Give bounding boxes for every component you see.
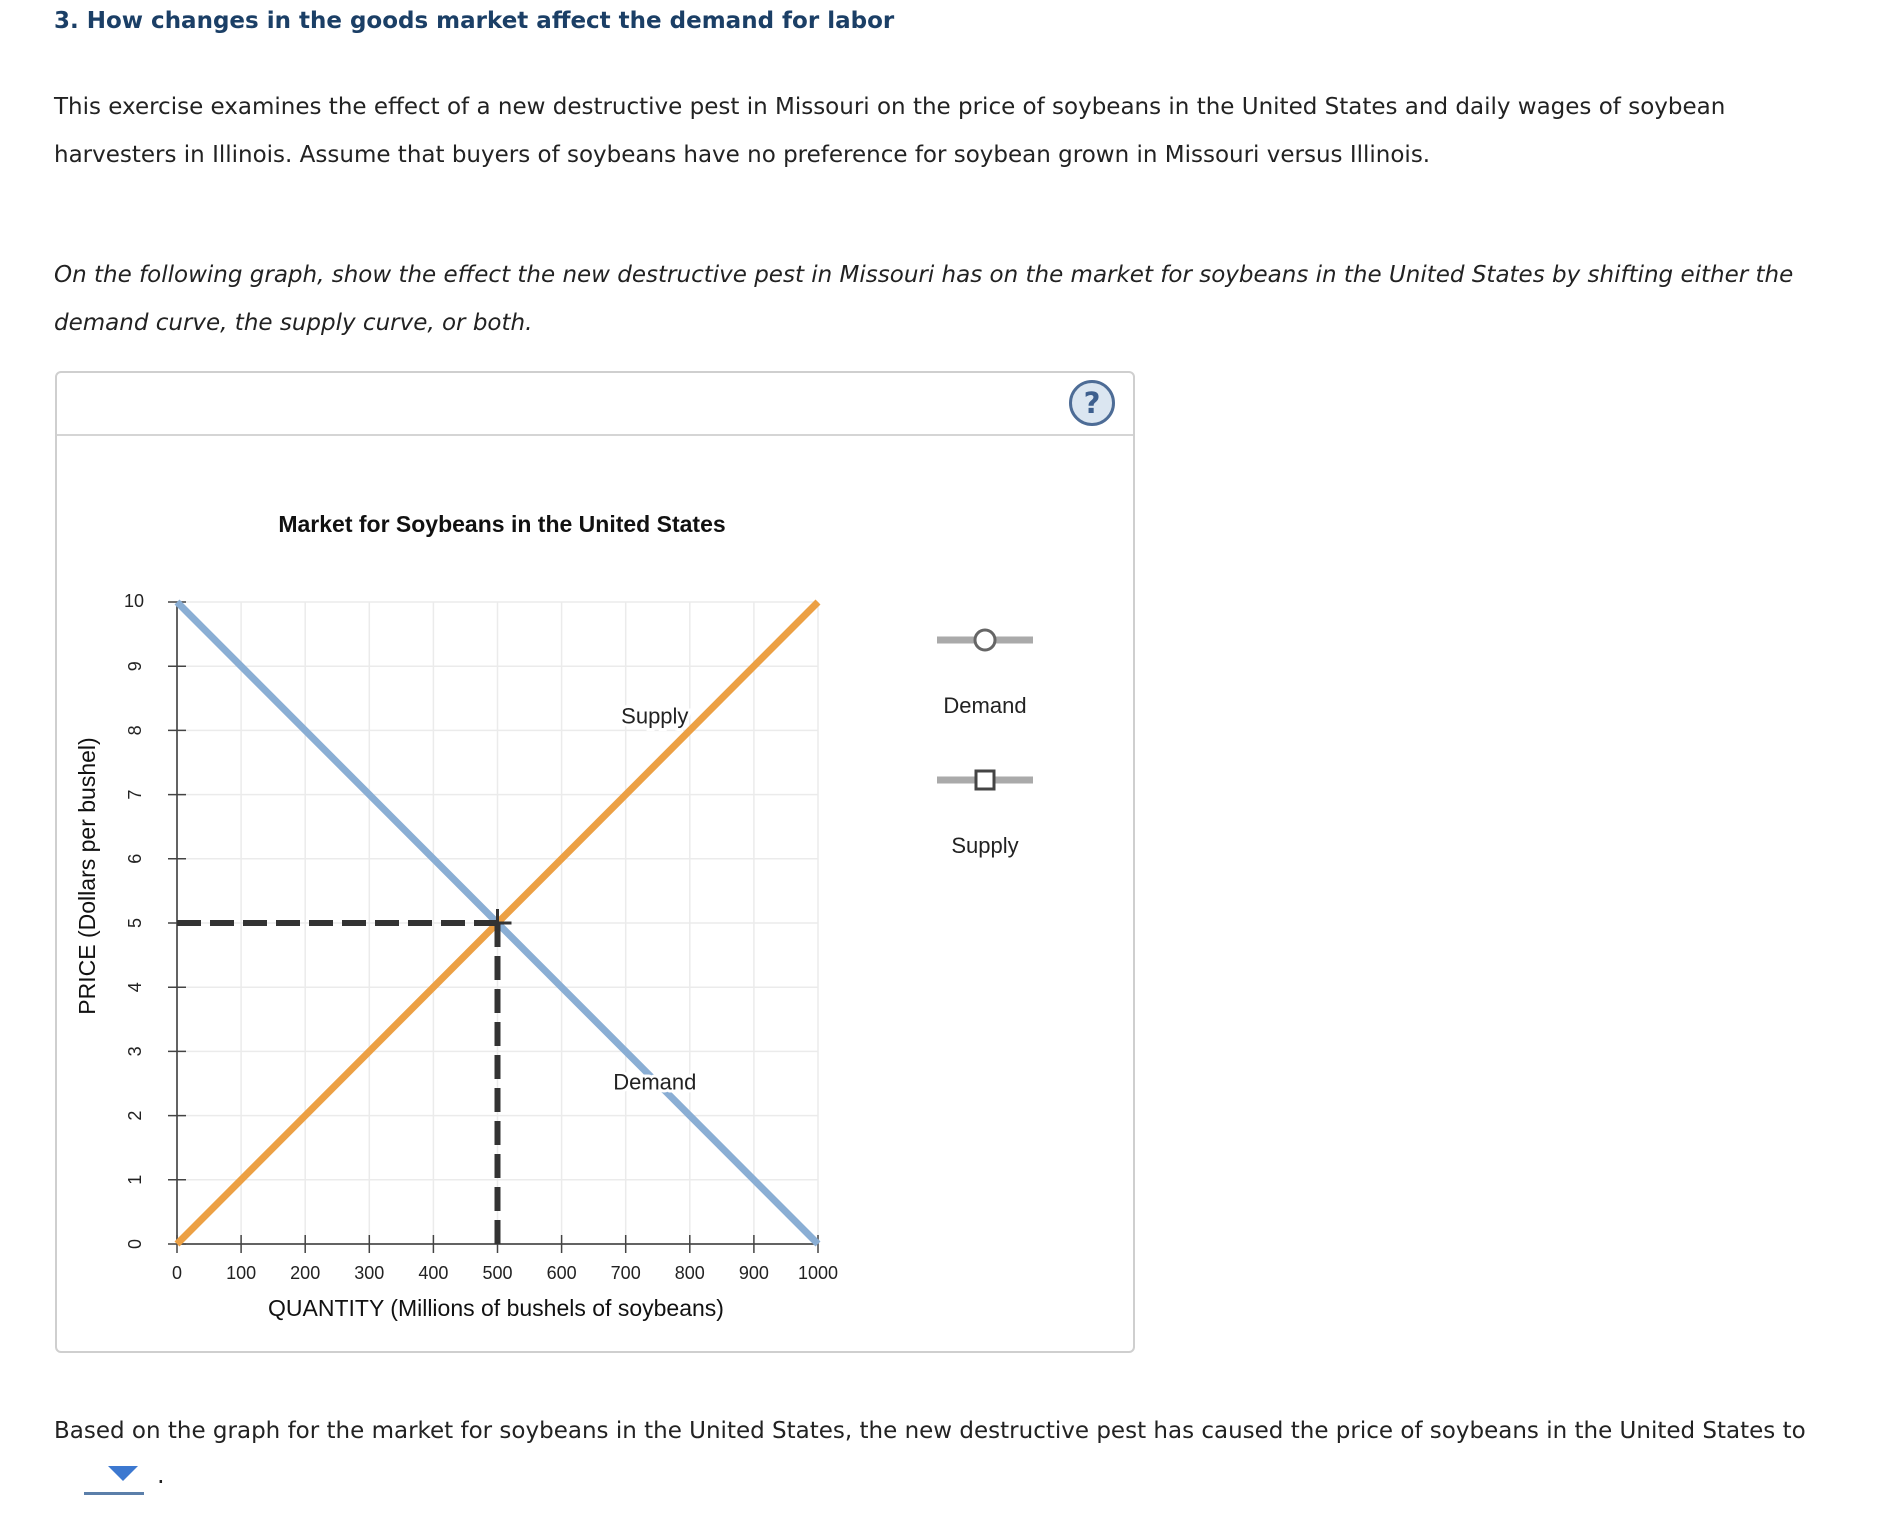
tool-label: Supply (951, 833, 1019, 858)
x-tick-label: 500 (482, 1263, 513, 1283)
y-tick-label: 6 (124, 853, 145, 864)
x-tick-label: 800 (674, 1263, 705, 1283)
demand-curve-label: Demand (613, 1069, 697, 1095)
y-tick-label: 1 (124, 1174, 145, 1185)
x-tick-label: 900 (738, 1263, 769, 1283)
instruction-paragraph: On the following graph, show the effect the new destructive pest in Missouri has on the market for soybeans in the United States by shifting either the demand curve, the supply curve, or both. (54, 262, 1794, 336)
sentence-period: . (157, 1461, 165, 1489)
y-tick-label: 9 (124, 661, 145, 672)
x-tick-label: 700 (610, 1263, 641, 1283)
intro-paragraph: This exercise examines the effect of a new destructive pest in Missouri on the price of soybeans in the United States and daily wages of soybean harvesters in Illinois. Assume that buyers of soybeans have no preference for soybean grown in Missouri versus Illinois. (54, 94, 1726, 168)
x-axis-title: QUANTITY (Millions of bushels of soybeans) (268, 1295, 724, 1321)
x-tick-label: 400 (418, 1263, 449, 1283)
demand-curve-tool-icon (975, 630, 995, 650)
price-change-dropdown[interactable] (84, 1454, 144, 1495)
followup-paragraph (54, 1407, 1874, 1455)
y-axis-title: PRICE (Dollars per bushel) (74, 737, 100, 1015)
y-tick-label: 0 (124, 1238, 145, 1250)
tool-label: Demand (943, 693, 1027, 718)
supply-curve-label: Supply (621, 703, 689, 729)
x-tick-label: 300 (354, 1263, 385, 1283)
supply-curve-tool[interactable] (937, 771, 1033, 858)
y-tick-label: 5 (124, 917, 145, 929)
y-tick-label: 8 (124, 725, 145, 736)
followup-text: Based on the graph for the market for soybeans in the United States, the new destructive pest has caused the price of soybeans in the United States to (54, 1418, 1806, 1444)
x-tick-label: 1000 (797, 1263, 839, 1283)
y-tick-label: 7 (124, 789, 145, 800)
y-tick-label: 2 (124, 1110, 145, 1121)
chart-title: Market for Soybeans in the United States (278, 511, 726, 537)
question-heading: 3. How changes in the goods market affect the demand for labor (54, 8, 895, 34)
supply-curve-tool-icon (976, 771, 994, 789)
curve-palette[interactable] (937, 630, 1033, 858)
y-tick-label: 3 (124, 1046, 145, 1057)
chevron-down-icon (108, 1466, 138, 1481)
x-tick-label: 0 (171, 1263, 183, 1283)
help-button[interactable]: ? (1069, 380, 1115, 426)
demand-curve-tool[interactable] (937, 630, 1033, 718)
x-tick-label: 100 (226, 1263, 257, 1283)
y-tick-label: 4 (124, 982, 145, 993)
y-tick-label: 10 (123, 590, 145, 611)
x-tick-label: 200 (290, 1263, 321, 1283)
x-tick-label: 600 (546, 1263, 577, 1283)
